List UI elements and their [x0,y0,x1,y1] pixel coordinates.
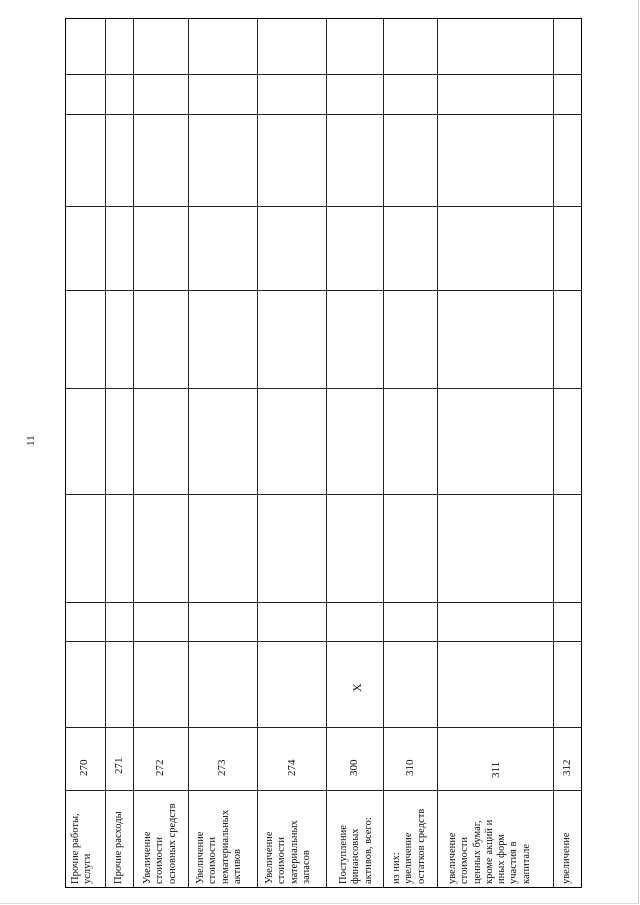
row-label: Увеличение стоимости материальных запасов [264,820,312,884]
row-label: из них: увеличение остатков средств [391,808,427,884]
row-code: 311 [490,761,502,778]
row-divider [437,18,438,888]
row-divider [383,18,384,888]
table-right-border [581,18,582,888]
row-label: Увеличение стоимости нематериальных активов [195,809,243,884]
cross-mark: X [350,683,364,692]
column-divider [65,388,582,389]
column-divider [65,114,582,115]
row-divider [133,18,134,888]
table-bottom-border [65,887,582,888]
column-divider [65,290,582,291]
row-divider [553,18,554,888]
row-code: 300 [348,759,360,776]
column-divider [65,494,582,495]
row-divider [257,18,258,888]
row-code: 270 [78,759,90,776]
column-divider [65,790,582,791]
row-code: 274 [286,759,298,776]
column-divider [65,641,582,642]
row-label: Прочие работы, услуги [70,813,94,884]
column-divider [65,727,582,728]
row-label: Поступление финансовых активов, всего: [338,817,374,884]
row-code: 272 [154,759,166,776]
row-divider [105,18,106,888]
row-label: увеличение стоимости ценных бумаг, кроме акций и иных форм участия в капитале [447,819,532,884]
row-code: 310 [404,759,416,776]
page-number: 11 [25,435,37,446]
column-divider [65,206,582,207]
row-label: Увеличение стоимости основных средств [142,803,178,884]
row-code: 273 [216,759,228,776]
column-divider [65,602,582,603]
row-divider [188,18,189,888]
table-top-border [65,18,582,19]
row-code: 312 [561,759,573,776]
table-left-border [65,18,66,888]
row-code: 271 [113,757,125,774]
row-label: увеличение [561,832,572,884]
column-divider [65,74,582,75]
row-label: Прочие расходы [113,811,124,884]
row-divider [326,18,327,888]
